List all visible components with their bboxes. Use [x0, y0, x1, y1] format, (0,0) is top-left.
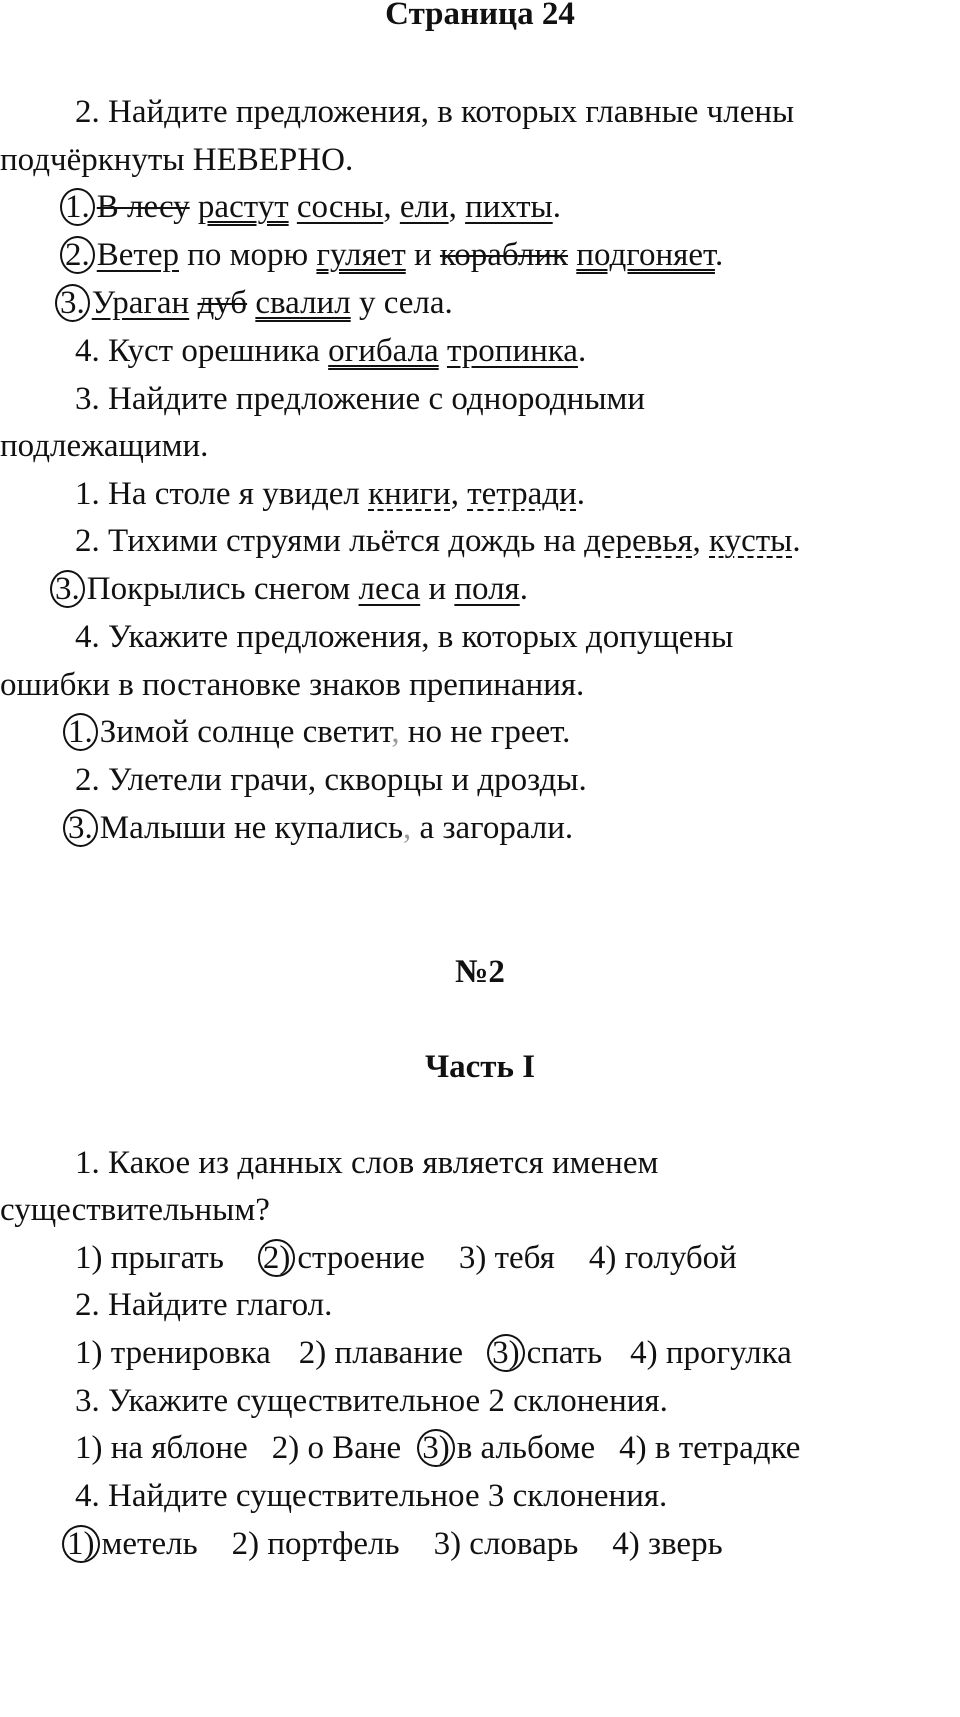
circled-answer-marker: 1.	[63, 713, 98, 751]
object: кусты	[709, 523, 793, 559]
q2-line2: подчёркнуты НЕВЕРНО.	[0, 142, 354, 178]
q4-line1: 4. Укажите предложения, в которых допущены	[75, 619, 734, 655]
q3-sentence-2: 2. Тихими струями льётся дождь на деревья, кусты.	[75, 523, 801, 559]
added-comma: ,	[391, 714, 400, 750]
subject: ели	[399, 189, 449, 225]
subject: поля	[454, 571, 520, 607]
predicate: свалил	[255, 285, 351, 321]
predicate: подгоняет	[576, 237, 715, 273]
subject: леса	[358, 571, 421, 607]
predicate: растут	[197, 189, 289, 225]
q2-sentence-2: 2. Ветер по морю гуляет и кораблик подгоняет.	[60, 235, 723, 275]
p1-q1-options: 1) прыгать 2) строение 3) тебя 4) голубой	[75, 1240, 737, 1276]
p1-q3-text: 3. Укажите существительное 2 склонения.	[75, 1383, 668, 1419]
p1-q1-line2: существительным?	[0, 1192, 270, 1228]
added-comma: ,	[403, 810, 412, 846]
predicate: гуляет	[316, 237, 406, 273]
q2-sentence-4: 4. Куст орешника огибала тропинка.	[75, 333, 587, 369]
subject: тропинка	[446, 333, 578, 369]
part-heading: Часть I	[424, 1049, 536, 1085]
circled-answer-marker: 2)	[258, 1239, 296, 1277]
object: деревья	[584, 523, 693, 559]
subject: пихты	[465, 189, 553, 225]
predicate: огибала	[328, 333, 439, 369]
circled-answer-marker: 3.	[55, 284, 90, 322]
subject: Ветер	[96, 237, 179, 273]
p1-q2-options: 1) тренировка 2) плавание 3) спать 4) прогулка	[75, 1335, 792, 1371]
object: тетради	[467, 476, 577, 512]
page-title: Страница 24	[385, 0, 575, 32]
q4-sentence-3: 3. Малыши не купались, а загорали.	[63, 808, 573, 848]
q2-sentence-1: 1. В лесу растут сосны, ели, пихты.	[60, 187, 561, 227]
subject: Ураган	[91, 285, 190, 321]
section-number-heading: №2	[455, 954, 505, 990]
circled-answer-marker: 1)	[62, 1525, 100, 1563]
p1-q1-line1: 1. Какое из данных слов является именем	[75, 1145, 659, 1181]
circled-answer-marker: 3.	[63, 809, 98, 847]
struck-word: дуб	[197, 285, 248, 321]
circled-answer-marker: 3)	[417, 1429, 455, 1467]
p1-q3-options: 1) на яблоне 2) о Ване 3) в альбоме 4) в тетрадке	[75, 1430, 801, 1466]
q3-sentence-3: 3. Покрылись снегом леса и поля.	[50, 569, 528, 609]
circled-answer-marker: 3)	[487, 1334, 525, 1372]
q4-sentence-1: 1. Зимой солнце светит, но не греет.	[63, 712, 570, 752]
object: книги	[368, 476, 451, 512]
circled-answer-marker: 3.	[50, 570, 85, 608]
q3-line1: 3. Найдите предложение с однородными	[75, 381, 646, 417]
circled-answer-marker: 2.	[60, 236, 95, 274]
struck-phrase: В лесу	[96, 189, 190, 225]
p1-q2-text: 2. Найдите глагол.	[75, 1287, 333, 1323]
q3-line2: подлежащими.	[0, 428, 209, 464]
subject: сосны	[296, 189, 384, 225]
q3-sentence-1: 1. На столе я увидел книги, тетради.	[75, 476, 585, 512]
circled-answer-marker: 1.	[60, 188, 95, 226]
struck-word: кораблик	[439, 237, 569, 273]
q4-line2: ошибки в постановке знаков препинания.	[0, 667, 585, 703]
p1-q4-options: 1) метель 2) портфель 3) словарь 4) зверь	[62, 1524, 723, 1564]
q2-line1: 2. Найдите предложения, в которых главные члены	[75, 94, 795, 130]
q2-sentence-3: 3. Ураган дуб свалил у села.	[55, 283, 453, 323]
q4-sentence-2: 2. Улетели грачи, скворцы и дрозды.	[75, 762, 587, 798]
p1-q4-text: 4. Найдите существительное 3 склонения.	[75, 1478, 668, 1514]
